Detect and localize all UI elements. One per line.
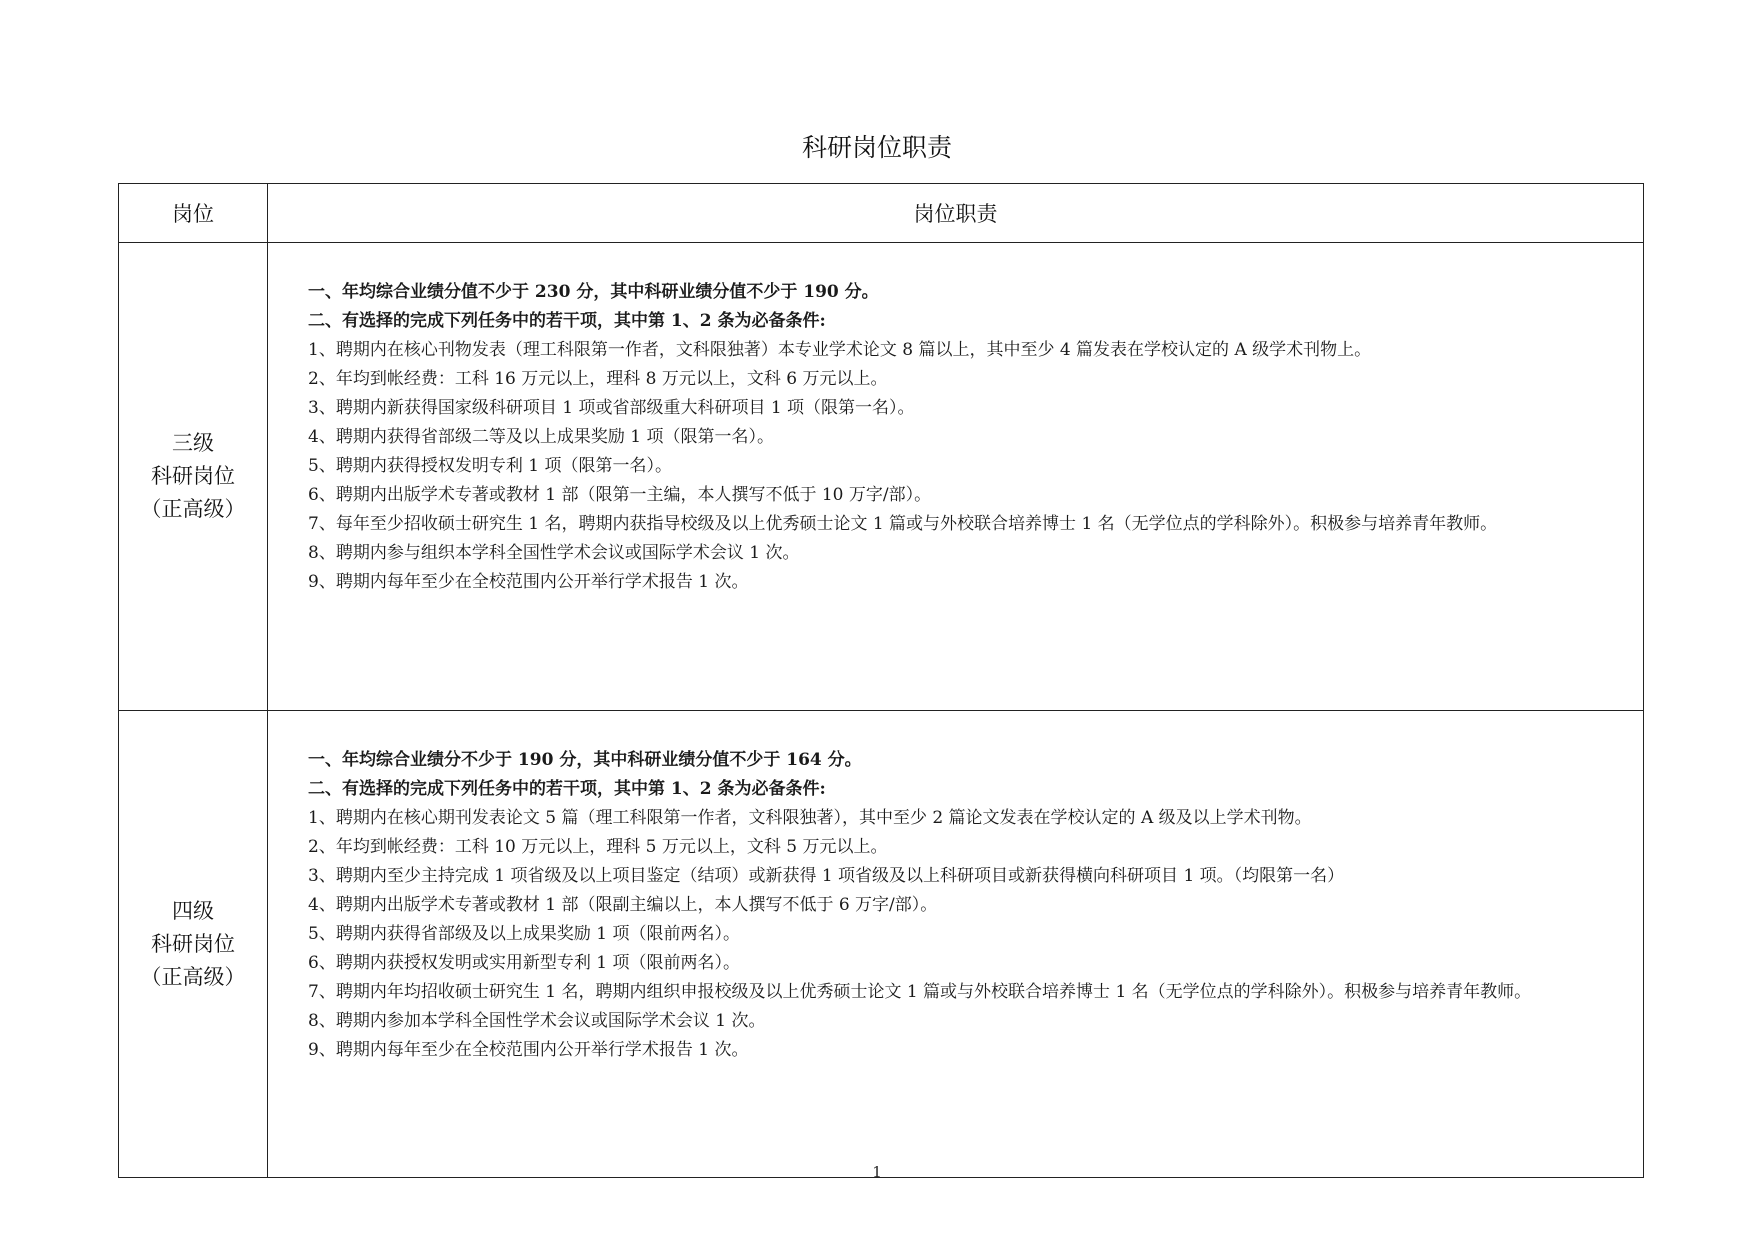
duty-item: 4、聘期内获得省部级二等及以上成果奖励 1 项（限第一名）。 bbox=[308, 427, 774, 447]
position-type: 科研岗位 bbox=[151, 931, 235, 956]
position-type: 科研岗位 bbox=[151, 464, 235, 488]
duty-item: 2、年均到帐经费：工科 16 万元以上，理科 8 万元以上，文科 6 万元以上。 bbox=[308, 369, 888, 389]
duty-item: 9、聘期内每年至少在全校范围内公开举行学术报告 1 次。 bbox=[308, 1040, 749, 1060]
duty-item: 6、聘期内出版学术专著或教材 1 部（限第一主编，本人撰写不低于 10 万字/部）。 bbox=[308, 485, 932, 505]
duty-item: 5、聘期内获得省部级及以上成果奖励 1 项（限前两名）。 bbox=[308, 924, 740, 944]
duty-requirement: 二、有选择的完成下列任务中的若干项，其中第 1、2 条为必备条件: bbox=[308, 779, 826, 799]
duty-item: 1、聘期内在核心刊物发表（理工科限第一作者，文科限独著）本专业学术论文 8 篇以上，其中至少 4 篇发表在学校认定的 A 级学术刊物上。 bbox=[308, 340, 1372, 360]
table-row bbox=[119, 711, 1644, 1178]
position-level: 四级 bbox=[172, 898, 214, 923]
duty-item: 8、聘期内参与组织本学科全国性学术会议或国际学术会议 1 次。 bbox=[308, 543, 800, 563]
duty-requirement: 一、年均综合业绩分不少于 190 分，其中科研业绩分值不少于 164 分。 bbox=[308, 750, 862, 770]
page-number: 1 bbox=[872, 1163, 882, 1181]
duty-item: 4、聘期内出版学术专著或教材 1 部（限副主编以上，本人撰写不低于 6 万字/部）。 bbox=[308, 895, 938, 915]
duty-item: 7、每年至少招收硕士研究生 1 名，聘期内获指导校级及以上优秀硕士论文 1 篇或与外校联合培养博士 1 名（无学位点的学科除外）。积极参与培养青年教师。 bbox=[308, 514, 1498, 534]
header-position: 岗位 bbox=[119, 184, 268, 243]
table-row bbox=[119, 243, 1644, 711]
duty-requirement: 二、有选择的完成下列任务中的若干项，其中第 1、2 条为必备条件: bbox=[308, 311, 826, 331]
position-level: 三级 bbox=[172, 431, 214, 455]
duty-item: 6、聘期内获授权发明或实用新型专利 1 项（限前两名）。 bbox=[308, 953, 740, 973]
duty-item: 3、聘期内新获得国家级科研项目 1 项或省部级重大科研项目 1 项（限第一名）。 bbox=[308, 398, 915, 418]
duty-item: 5、聘期内获得授权发明专利 1 项（限第一名）。 bbox=[308, 456, 672, 476]
duty-requirement: 一、年均综合业绩分值不少于 230 分，其中科研业绩分值不少于 190 分。 bbox=[308, 282, 879, 302]
position-cell bbox=[119, 711, 268, 1178]
position-cell bbox=[119, 243, 268, 711]
duty-item: 8、聘期内参加本学科全国性学术会议或国际学术会议 1 次。 bbox=[308, 1011, 766, 1031]
position-rank: （正高级） bbox=[140, 497, 246, 521]
duty-item: 2、年均到帐经费：工科 10 万元以上，理科 5 万元以上，文科 5 万元以上。 bbox=[308, 837, 888, 857]
duty-item: 3、聘期内至少主持完成 1 项省级及以上项目鉴定（结项）或新获得 1 项省级及以上科研项目或新获得横向科研项目 1 项。（均限第一名） bbox=[308, 866, 1345, 886]
duty-item: 1、聘期内在核心期刊发表论文 5 篇（理工科限第一作者，文科限独著），其中至少 2 篇论文发表在学校认定的 A 级及以上学术刊物。 bbox=[308, 808, 1312, 828]
duties-table bbox=[118, 183, 1644, 1178]
header-duties: 岗位职责 bbox=[268, 184, 1644, 243]
table-header-row bbox=[119, 184, 1644, 243]
duty-item: 7、聘期内年均招收硕士研究生 1 名，聘期内组织申报校级及以上优秀硕士论文 1 篇或与外校联合培养博士 1 名（无学位点的学科除外）。积极参与培养青年教师。 bbox=[308, 982, 1532, 1002]
duties-cell bbox=[268, 711, 1644, 1178]
document-title: 科研岗位职责 bbox=[801, 133, 952, 162]
duty-item: 9、聘期内每年至少在全校范围内公开举行学术报告 1 次。 bbox=[308, 572, 749, 592]
duties-cell bbox=[268, 243, 1644, 711]
position-rank: （正高级） bbox=[140, 964, 246, 989]
